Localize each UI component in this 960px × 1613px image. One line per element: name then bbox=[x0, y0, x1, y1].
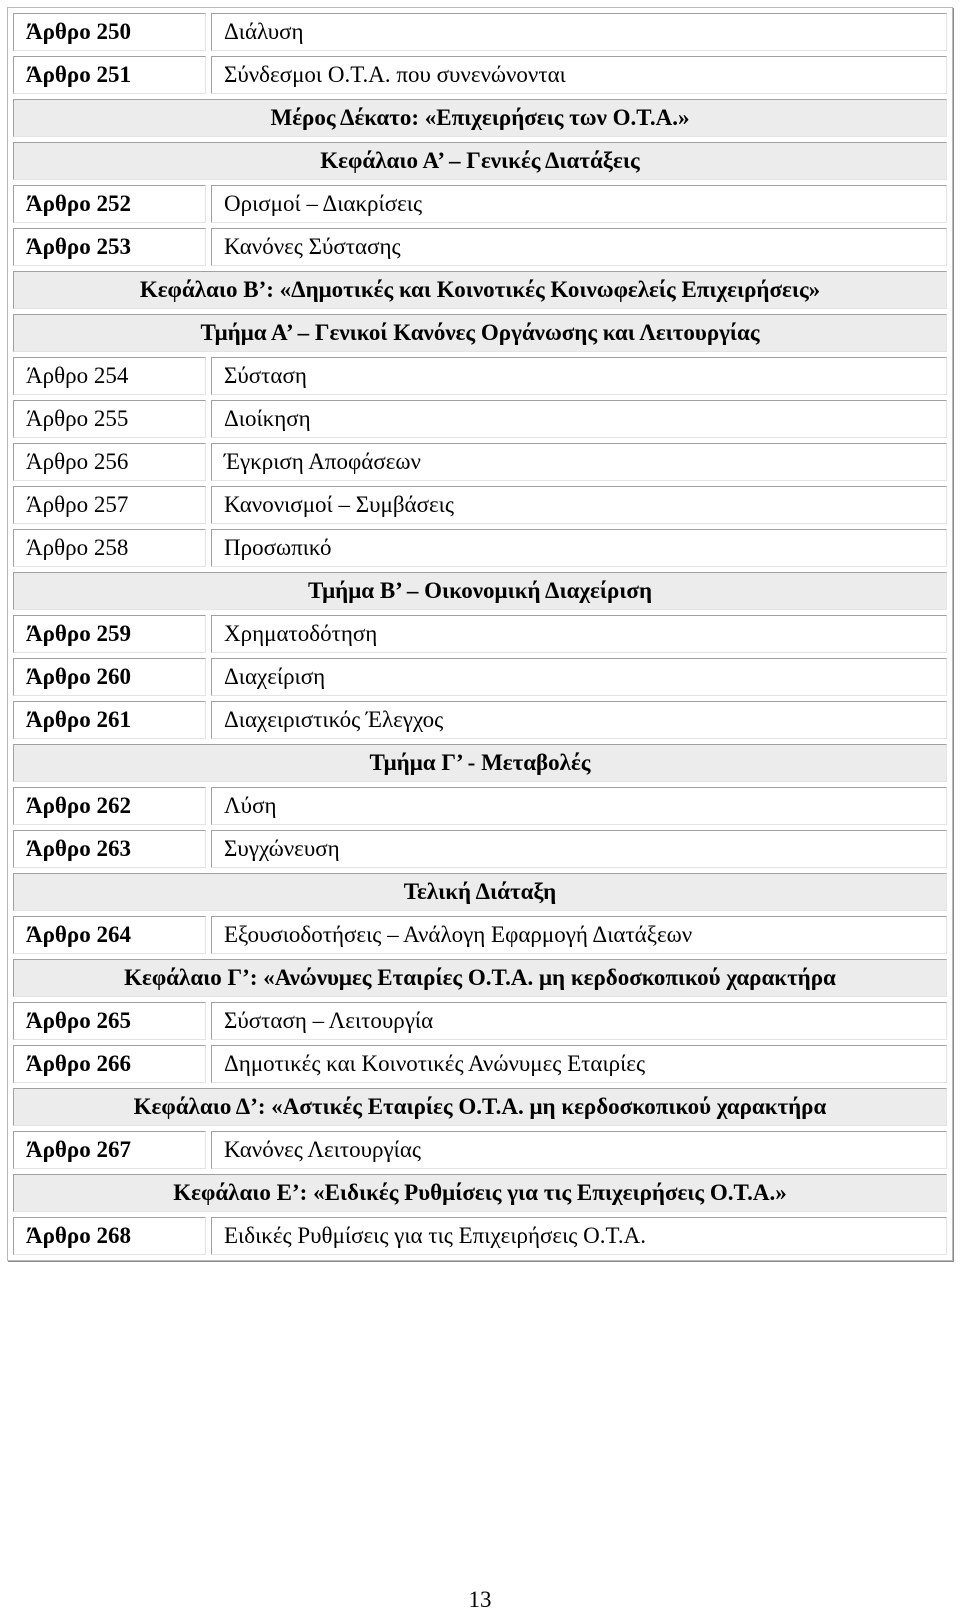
article-title: Εξουσιοδοτήσεις – Ανάλογη Εφαρμογή Διατάξεων bbox=[211, 916, 947, 954]
section-heading: Κεφάλαιο Δ’: «Αστικές Εταιρίες Ο.Τ.Α. μη κερδοσκοπικού χαρακτήρα bbox=[13, 1088, 947, 1126]
section-heading-row bbox=[13, 873, 947, 911]
article-title: Κανονισμοί – Συμβάσεις bbox=[211, 486, 947, 524]
article-number: Άρθρο 257 bbox=[13, 486, 206, 524]
article-row bbox=[13, 916, 947, 954]
article-number: Άρθρο 268 bbox=[13, 1217, 206, 1255]
article-row bbox=[13, 1217, 947, 1255]
article-title: Διαχείριση bbox=[211, 658, 947, 696]
section-heading: Μέρος Δέκατο: «Επιχειρήσεις των Ο.Τ.Α.» bbox=[13, 99, 947, 137]
article-title: Ειδικές Ρυθμίσεις για τις Επιχειρήσεις Ο.Τ.Α. bbox=[211, 1217, 947, 1255]
article-number: Άρθρο 267 bbox=[13, 1131, 206, 1169]
article-number: Άρθρο 260 bbox=[13, 658, 206, 696]
article-row bbox=[13, 658, 947, 696]
page-number: 13 bbox=[468, 1587, 492, 1612]
article-row bbox=[13, 13, 947, 51]
article-row bbox=[13, 443, 947, 481]
article-number: Άρθρο 253 bbox=[13, 228, 206, 266]
article-title: Σύσταση bbox=[211, 357, 947, 395]
article-row bbox=[13, 400, 947, 438]
article-row bbox=[13, 228, 947, 266]
article-number: Άρθρο 259 bbox=[13, 615, 206, 653]
table-of-contents bbox=[7, 7, 953, 1261]
article-title: Συγχώνευση bbox=[211, 830, 947, 868]
article-number: Άρθρο 251 bbox=[13, 56, 206, 94]
article-title: Δημοτικές και Κοινοτικές Ανώνυμες Εταιρίες bbox=[211, 1045, 947, 1083]
section-heading-row bbox=[13, 1088, 947, 1126]
section-heading: Κεφάλαιο Ε’: «Ειδικές Ρυθμίσεις για τις Επιχειρήσεις Ο.Τ.Α.» bbox=[13, 1174, 947, 1212]
section-heading-row bbox=[13, 959, 947, 997]
article-row bbox=[13, 529, 947, 567]
article-row bbox=[13, 486, 947, 524]
section-heading: Τμήμα Α’ – Γενικοί Κανόνες Οργάνωσης και Λειτουργίας bbox=[13, 314, 947, 352]
article-title: Κανόνες Σύστασης bbox=[211, 228, 947, 266]
article-title: Σύσταση – Λειτουργία bbox=[211, 1002, 947, 1040]
section-heading: Τμήμα Γ’ - Μεταβολές bbox=[13, 744, 947, 782]
article-number: Άρθρο 265 bbox=[13, 1002, 206, 1040]
article-number: Άρθρο 254 bbox=[13, 357, 206, 395]
section-heading-row bbox=[13, 314, 947, 352]
article-title: Διοίκηση bbox=[211, 400, 947, 438]
article-number: Άρθρο 262 bbox=[13, 787, 206, 825]
article-title: Λύση bbox=[211, 787, 947, 825]
section-heading-row bbox=[13, 99, 947, 137]
article-title: Κανόνες Λειτουργίας bbox=[211, 1131, 947, 1169]
section-heading-row bbox=[13, 744, 947, 782]
section-heading: Τμήμα Β’ – Οικονομική Διαχείριση bbox=[13, 572, 947, 610]
article-number: Άρθρο 256 bbox=[13, 443, 206, 481]
article-number: Άρθρο 258 bbox=[13, 529, 206, 567]
toc-body bbox=[13, 13, 947, 1255]
article-number: Άρθρο 255 bbox=[13, 400, 206, 438]
article-title: Ορισμοί – Διακρίσεις bbox=[211, 185, 947, 223]
article-row bbox=[13, 701, 947, 739]
section-heading-row bbox=[13, 1174, 947, 1212]
section-heading: Κεφάλαιο Α’ – Γενικές Διατάξεις bbox=[13, 142, 947, 180]
article-number: Άρθρο 266 bbox=[13, 1045, 206, 1083]
article-title: Έγκριση Αποφάσεων bbox=[211, 443, 947, 481]
article-row bbox=[13, 615, 947, 653]
article-row bbox=[13, 1045, 947, 1083]
section-heading-row bbox=[13, 271, 947, 309]
section-heading: Κεφάλαιο Β’: «Δημοτικές και Κοινοτικές Κοινωφελείς Επιχειρήσεις» bbox=[13, 271, 947, 309]
article-number: Άρθρο 252 bbox=[13, 185, 206, 223]
article-row bbox=[13, 185, 947, 223]
article-row bbox=[13, 1131, 947, 1169]
article-title: Χρηματοδότηση bbox=[211, 615, 947, 653]
section-heading: Κεφάλαιο Γ’: «Ανώνυμες Εταιρίες Ο.Τ.Α. μη κερδοσκοπικού χαρακτήρα bbox=[13, 959, 947, 997]
article-number: Άρθρο 264 bbox=[13, 916, 206, 954]
article-row bbox=[13, 357, 947, 395]
section-heading: Τελική Διάταξη bbox=[13, 873, 947, 911]
article-number: Άρθρο 261 bbox=[13, 701, 206, 739]
article-row bbox=[13, 787, 947, 825]
article-title: Διάλυση bbox=[211, 13, 947, 51]
article-row bbox=[13, 1002, 947, 1040]
article-number: Άρθρο 263 bbox=[13, 830, 206, 868]
section-heading-row bbox=[13, 572, 947, 610]
article-title: Προσωπικό bbox=[211, 529, 947, 567]
article-number: Άρθρο 250 bbox=[13, 13, 206, 51]
article-row bbox=[13, 830, 947, 868]
article-row bbox=[13, 56, 947, 94]
article-title: Σύνδεσμοι Ο.Τ.Α. που συνενώνονται bbox=[211, 56, 947, 94]
article-title: Διαχειριστικός Έλεγχος bbox=[211, 701, 947, 739]
section-heading-row bbox=[13, 142, 947, 180]
